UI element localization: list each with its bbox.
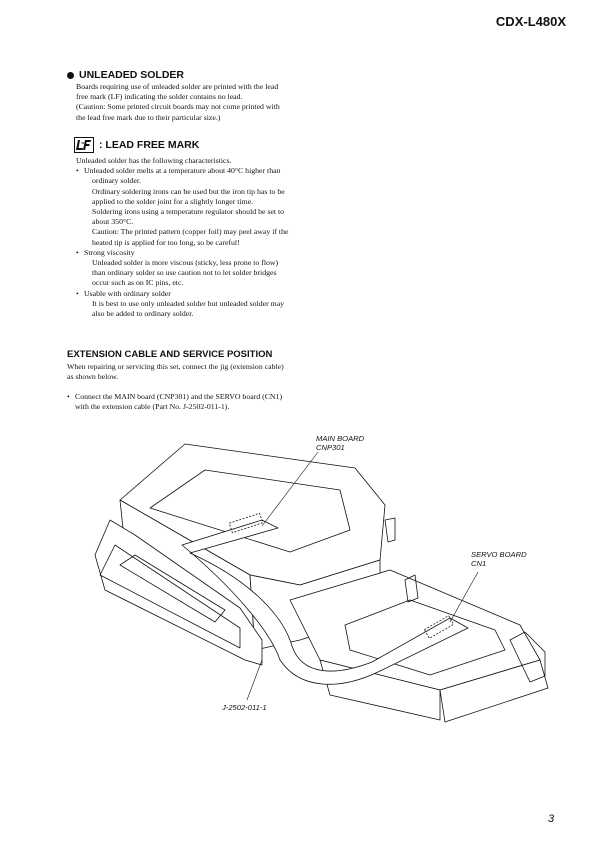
label-line: SERVO BOARD xyxy=(471,550,527,559)
lead-free-mark-title: : LEAD FREE MARK xyxy=(99,139,200,151)
body-line: Soldering irons using a temperature regulator should be set to xyxy=(92,207,285,217)
page-number: 3 xyxy=(548,813,555,825)
bullet-icon: • xyxy=(76,288,79,298)
body-line: Caution: The printed pattern (copper foil) may peel away if the xyxy=(92,227,289,237)
body-line: occur such as on IC pins, etc. xyxy=(92,278,184,288)
body-line: heated tip is applied for too long, so be careful! xyxy=(92,237,240,247)
body-line: Boards requiring use of unleaded solder are printed with the lead xyxy=(76,82,279,91)
body-line: also be added to ordinary solder. xyxy=(92,309,194,319)
label-line: MAIN BOARD xyxy=(316,434,365,443)
lf-intro: Unleaded solder has the following characteristics. xyxy=(76,156,232,165)
bullet-icon: • xyxy=(67,392,70,401)
bullet-icon: • xyxy=(76,247,79,257)
extension-cable-title: EXTENSION CABLE AND SERVICE POSITION xyxy=(67,349,273,360)
bracket-mount xyxy=(385,518,395,542)
body-line: It is best to use only unleaded solder but unleaded solder may xyxy=(92,298,285,308)
body-line: ordinary solder. xyxy=(92,176,141,186)
body-line: than ordinary solder so use caution not to let solder bridges xyxy=(92,268,277,278)
body-line: the lead free mark due to their particular size.) xyxy=(76,112,221,122)
body-line: about 350°C. xyxy=(92,217,134,227)
servo-board-label xyxy=(471,550,527,568)
body-line: applied to the solder joint for a slightly longer time. xyxy=(92,196,254,206)
body-line: (Caution: Some printed circuit boards may not come printed with xyxy=(76,102,280,112)
lf-item-head: Unleaded solder melts at a temperature about 40°C higher than xyxy=(84,166,281,176)
body-line: Connect the MAIN board (CNP301) and the SERVO board (CN1) xyxy=(75,392,283,401)
cable-leader xyxy=(247,660,262,700)
unleaded-solder-title: UNLEADED SOLDER xyxy=(79,69,185,81)
body-line: with the extension cable (Part No. J-2502-011-1). xyxy=(75,402,230,412)
lf-item-head: Strong viscosity xyxy=(84,247,135,257)
label-line: CN1 xyxy=(471,559,487,568)
lf-item-head: Usable with ordinary solder xyxy=(84,288,171,298)
label-line: CNP301 xyxy=(316,443,345,452)
main-board-label xyxy=(316,434,364,452)
body-line: free mark (LF) indicating the solder contains no lead. xyxy=(76,92,243,102)
model-number: CDX-L480X xyxy=(495,14,566,29)
cable-part-label: J-2502-011-1 xyxy=(222,703,267,712)
bullet-icon: • xyxy=(76,166,79,176)
body-line: Ordinary soldering irons can be used but the iron tip has to be xyxy=(92,186,285,196)
body-line: as shown below. xyxy=(67,372,119,382)
body-line: Unleaded solder is more viscous (sticky, less prone to flow) xyxy=(92,258,279,268)
body-line: When repairing or servicing this set, connect the jig (extension cable) xyxy=(67,362,284,371)
